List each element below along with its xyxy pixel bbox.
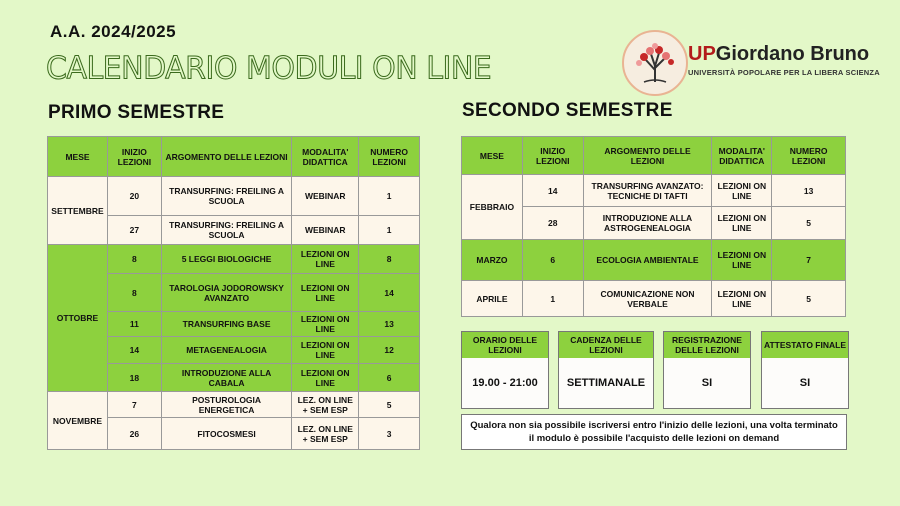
- column-header: MESE: [48, 137, 108, 177]
- table-row: [48, 392, 420, 418]
- page-title: CALENDARIO MODULI ON LINE: [46, 50, 492, 87]
- start-cell: 7: [107, 392, 161, 418]
- start-cell: 26: [107, 418, 161, 450]
- info-box-label: CADENZA DELLE LEZIONI: [559, 332, 653, 358]
- mode-cell: WEBINAR: [292, 216, 359, 245]
- on-demand-note: Qualora non sia possibile iscriversi entro l'inizio delle lezioni, una volta terminato il modulo è possibile l'acquisto delle lezioni on demand: [461, 414, 847, 450]
- start-cell: 14: [522, 175, 583, 207]
- start-cell: 28: [522, 207, 583, 240]
- column-header: NUMERO LEZIONI: [359, 137, 420, 177]
- month-cell: MARZO: [462, 240, 523, 281]
- count-cell: 1: [359, 216, 420, 245]
- count-cell: 7: [772, 240, 846, 281]
- mode-cell: WEBINAR: [292, 177, 359, 216]
- column-header: MODALITA' DIDATTICA: [292, 137, 359, 177]
- topic-cell: ECOLOGIA AMBIENTALE: [583, 240, 712, 281]
- mode-cell: LEZIONI ON LINE: [292, 364, 359, 392]
- topic-cell: TRANSURFING: FREILING A SCUOLA: [161, 177, 292, 216]
- start-cell: 6: [522, 240, 583, 281]
- count-cell: 13: [772, 175, 846, 207]
- mode-cell: LEZ. ON LINE + SEM ESP: [292, 392, 359, 418]
- info-box-value: SI: [664, 358, 750, 408]
- info-box-value: SETTIMANALE: [559, 358, 653, 408]
- start-cell: 8: [107, 245, 161, 274]
- mode-cell: LEZIONI ON LINE: [712, 281, 772, 317]
- start-cell: 8: [107, 274, 161, 312]
- logo-name: UPGiordano Bruno: [688, 43, 870, 65]
- table-row: [48, 177, 420, 216]
- mode-cell: LEZIONI ON LINE: [712, 175, 772, 207]
- semester1-table: [47, 136, 420, 450]
- start-cell: 20: [107, 177, 161, 216]
- info-box-value: SI: [762, 358, 848, 408]
- academic-year: A.A. 2024/2025: [50, 22, 177, 41]
- table-row: [48, 245, 420, 274]
- column-header: NUMERO LEZIONI: [772, 137, 846, 175]
- info-box-recording: [663, 331, 751, 409]
- logo: [622, 26, 880, 94]
- info-box-schedule: [461, 331, 549, 409]
- logo-subtitle: UNIVERSITÀ POPOLARE PER LA LIBERA SCIENZA: [688, 68, 880, 77]
- info-box-frequency: [558, 331, 654, 409]
- info-box-value: 19.00 - 21:00: [462, 358, 548, 408]
- info-box-certificate: [761, 331, 849, 409]
- topic-cell: INTRODUZIONE ALLA CABALA: [161, 364, 292, 392]
- semester2-table: [461, 136, 846, 317]
- count-cell: 1: [359, 177, 420, 216]
- column-header: MODALITA' DIDATTICA: [712, 137, 772, 175]
- start-cell: 1: [522, 281, 583, 317]
- count-cell: 6: [359, 364, 420, 392]
- topic-cell: TRANSURFING AVANZATO: TECNICHE DI TAFTI: [583, 175, 712, 207]
- month-cell: APRILE: [462, 281, 523, 317]
- count-cell: 5: [772, 281, 846, 317]
- month-cell: OTTOBRE: [48, 245, 108, 392]
- topic-cell: 5 LEGGI BIOLOGICHE: [161, 245, 292, 274]
- mode-cell: LEZIONI ON LINE: [712, 207, 772, 240]
- month-cell: FEBBRAIO: [462, 175, 523, 240]
- table-row: [462, 281, 846, 317]
- count-cell: 12: [359, 337, 420, 364]
- start-cell: 14: [107, 337, 161, 364]
- start-cell: 11: [107, 312, 161, 337]
- topic-cell: COMUNICAZIONE NON VERBALE: [583, 281, 712, 317]
- column-header: ARGOMENTO DELLE LEZIONI: [583, 137, 712, 175]
- count-cell: 8: [359, 245, 420, 274]
- info-box-label: REGISTRAZIONE DELLE LEZIONI: [664, 332, 750, 358]
- topic-cell: INTRODUZIONE ALLA ASTROGENEALOGIA: [583, 207, 712, 240]
- info-box-label: ORARIO DELLE LEZIONI: [462, 332, 548, 358]
- topic-cell: POSTUROLOGIA ENERGETICA: [161, 392, 292, 418]
- table-row: [462, 175, 846, 207]
- table-row: [462, 240, 846, 281]
- column-header: MESE: [462, 137, 523, 175]
- mode-cell: LEZIONI ON LINE: [292, 245, 359, 274]
- topic-cell: METAGENEALOGIA: [161, 337, 292, 364]
- month-cell: NOVEMBRE: [48, 392, 108, 450]
- semester2-title: SECONDO SEMESTRE: [462, 100, 673, 121]
- count-cell: 5: [359, 392, 420, 418]
- mode-cell: LEZIONI ON LINE: [292, 337, 359, 364]
- mode-cell: LEZIONI ON LINE: [292, 312, 359, 337]
- topic-cell: FITOCOSMESI: [161, 418, 292, 450]
- mode-cell: LEZIONI ON LINE: [712, 240, 772, 281]
- count-cell: 13: [359, 312, 420, 337]
- start-cell: 27: [107, 216, 161, 245]
- topic-cell: TRANSURFING: FREILING A SCUOLA: [161, 216, 292, 245]
- info-box-label: ATTESTATO FINALE: [762, 332, 848, 358]
- mode-cell: LEZIONI ON LINE: [292, 274, 359, 312]
- start-cell: 18: [107, 364, 161, 392]
- column-header: INIZIO LEZIONI: [107, 137, 161, 177]
- count-cell: 14: [359, 274, 420, 312]
- semester1-title: PRIMO SEMESTRE: [48, 102, 225, 123]
- topic-cell: TRANSURFING BASE: [161, 312, 292, 337]
- column-header: INIZIO LEZIONI: [522, 137, 583, 175]
- mode-cell: LEZ. ON LINE + SEM ESP: [292, 418, 359, 450]
- count-cell: 3: [359, 418, 420, 450]
- tree-icon: [622, 30, 688, 96]
- column-header: ARGOMENTO DELLE LEZIONI: [161, 137, 292, 177]
- topic-cell: TAROLOGIA JODOROWSKY AVANZATO: [161, 274, 292, 312]
- month-cell: SETTEMBRE: [48, 177, 108, 245]
- count-cell: 5: [772, 207, 846, 240]
